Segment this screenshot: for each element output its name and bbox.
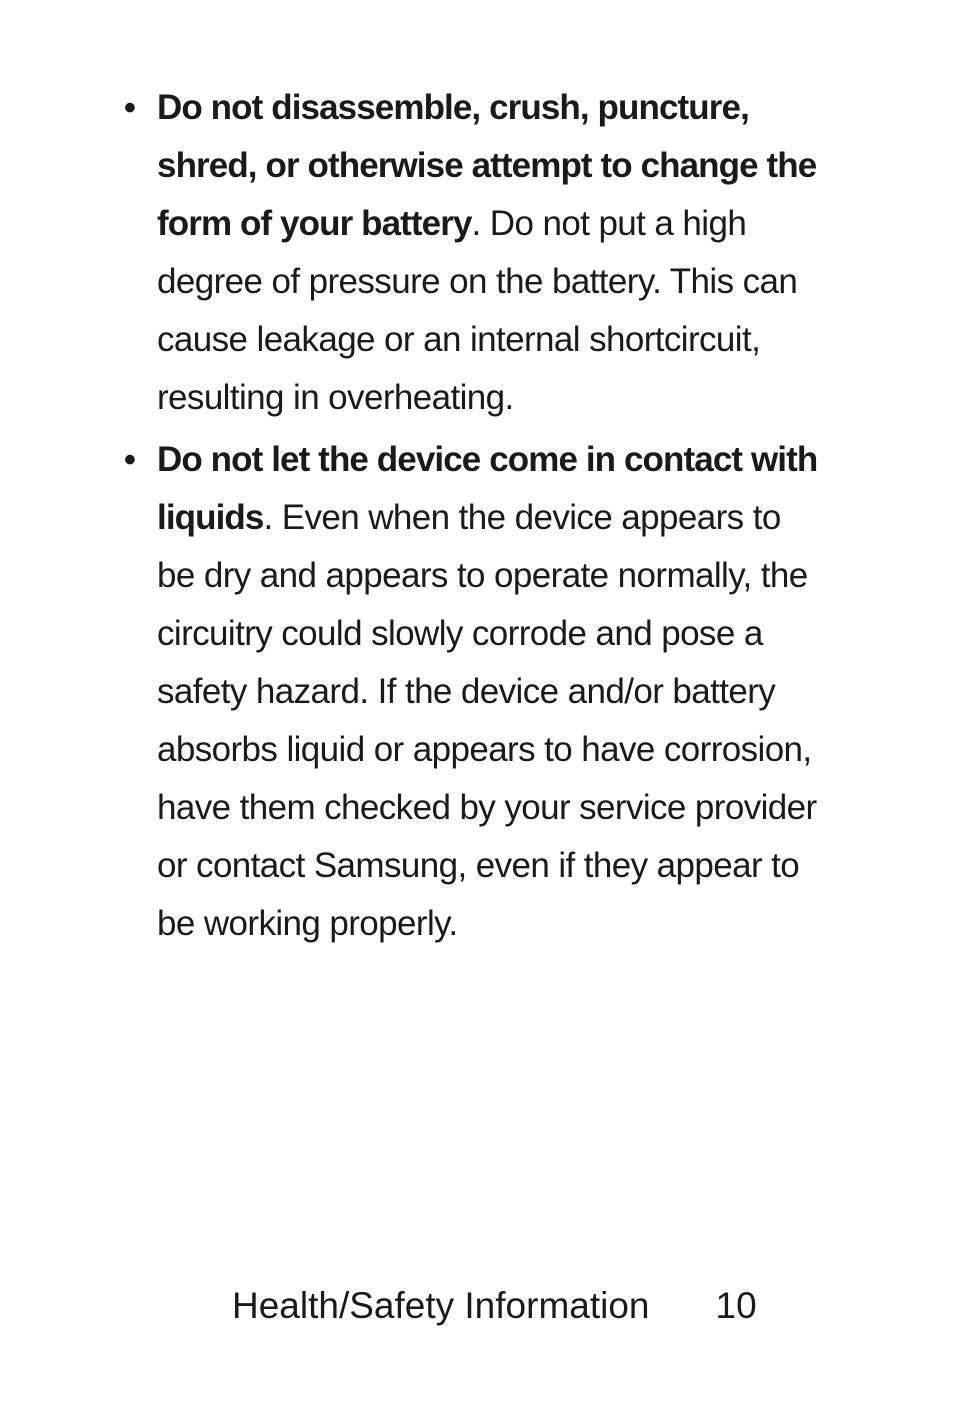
page-footer <box>232 1280 757 1332</box>
bullet-heading: Do not disassemble, crush, puncture, shred, or otherwise attempt to change the form of your battery <box>157 88 817 243</box>
page-content <box>0 79 954 953</box>
bullet-text: . Even when the device appears to be dry and appears to operate normally, the circuitry could slowly corrode and pose a safety hazard. If the device and/or battery absorbs liquid or appears to have corrosion, have them checked by your service provider or contact Samsung, even if they appear to be working properly. <box>157 498 817 943</box>
list-item <box>124 431 827 953</box>
footer-section-title: Health/Safety Information <box>232 1285 650 1326</box>
bullet-heading: Do not let the device come in contact with liquids <box>157 440 818 537</box>
bullet-icon: • <box>124 441 136 479</box>
list-item <box>124 79 827 427</box>
page-number: 10 <box>715 1285 757 1326</box>
bullet-text: . Do not put a high degree of pressure on the battery. This can cause leakage or an internal shortcircuit, resulting in overheating. <box>157 204 798 417</box>
bullet-icon: • <box>124 89 136 127</box>
